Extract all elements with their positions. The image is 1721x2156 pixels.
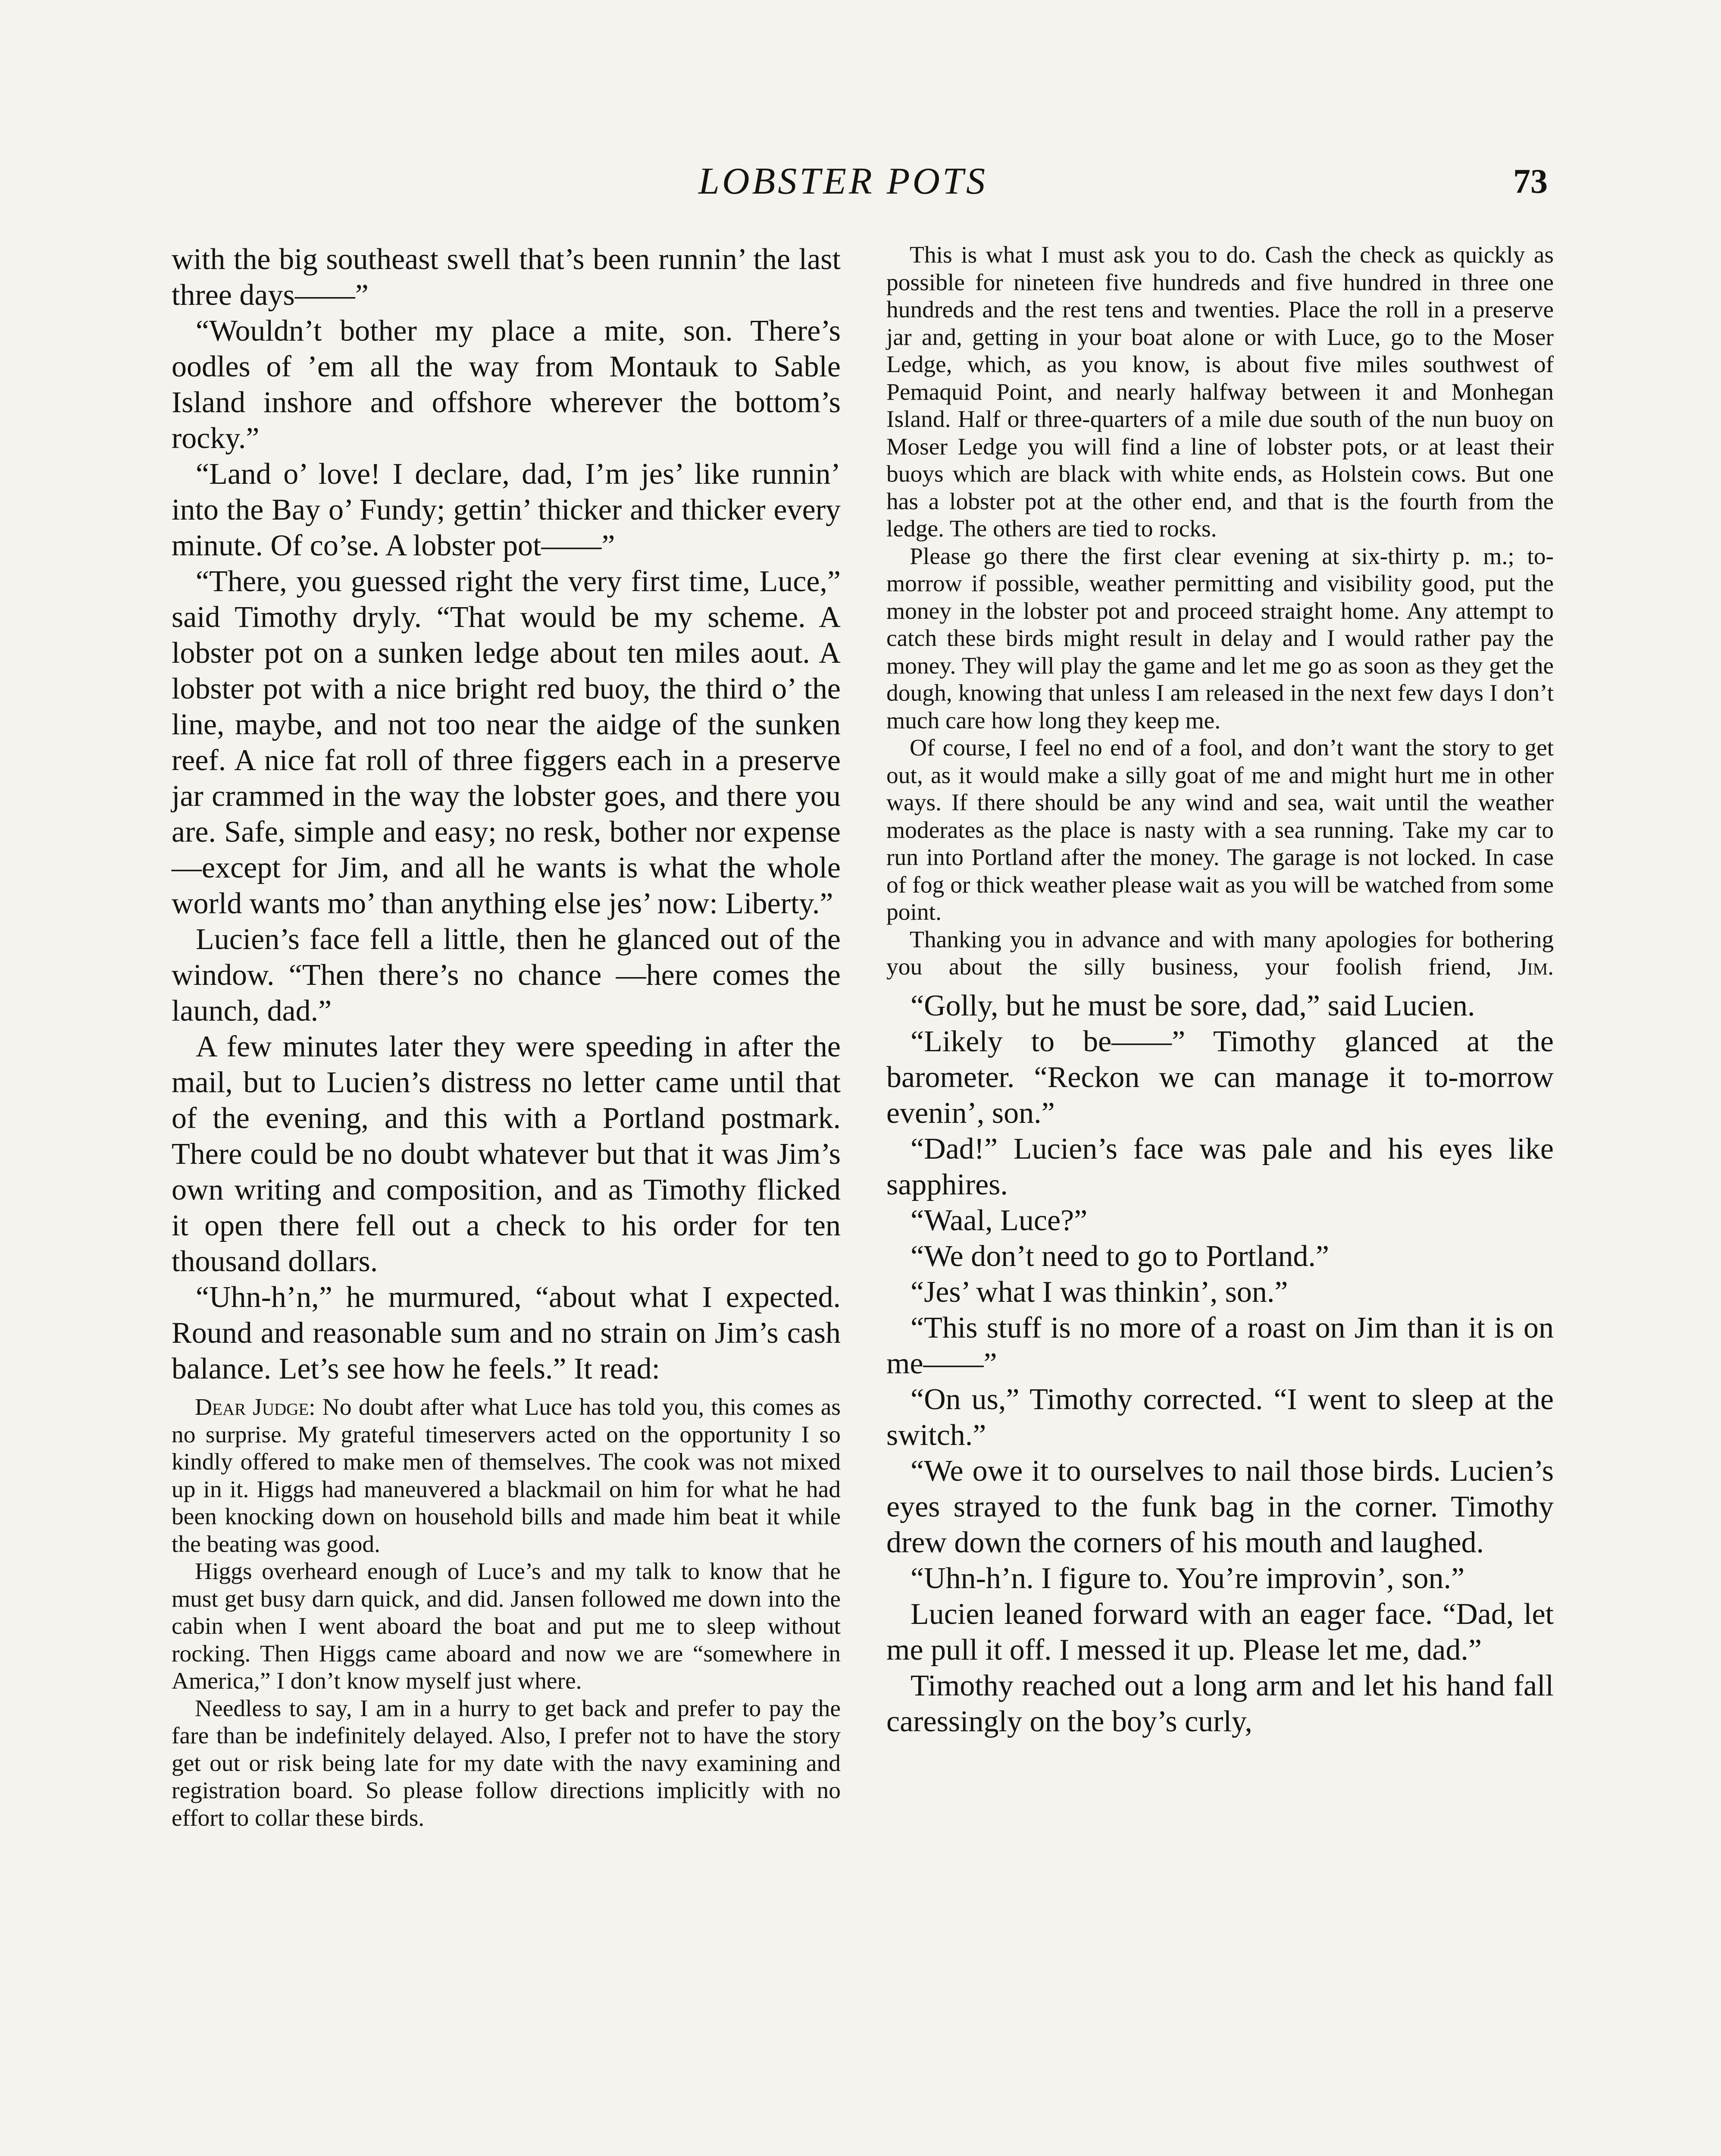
- paragraph-text: “We owe it to ourselves to nail those birds. Lucien’s eyes strayed to the funk bag in the corner. Timothy drew down the corners of his mouth and laughed.: [886, 1454, 1554, 1559]
- paragraph-text: Of course, I feel no end of a fool, and don’t want the story to get out, as it would make a silly goat of me and might hurt me in other ways. If there should be any wind and sea, wait until the weather moderates as the place is nasty with a sea running. Take my car to run into Portland after the money. The garage is not locked. In case of fog or thick weather please wait as you will be watched from some point.: [886, 735, 1554, 925]
- paragraph-text: Lucien’s face fell a little, then he glanced out of the window. “Then there’s no chance —here comes the launch, dad.”: [172, 923, 841, 1028]
- body-paragraph: [172, 456, 841, 564]
- body-paragraph: [886, 1596, 1554, 1668]
- letter-paragraph: [172, 1558, 841, 1695]
- paragraph-text: with the big southeast swell that’s been runnin’ the last three days——”: [172, 243, 841, 312]
- body-paragraph: [886, 1561, 1554, 1596]
- paragraph-text: Please go there the first clear evening at six-thirty p. m.; to-morrow if possible, weather permitting and visibility good, put the money in the lobster pot and proceed straight home. Any attempt to catch these birds might result in delay and I would rather pay the money. They will play the game and let me go as soon as they get the dough, knowing that unless I am released in the next few days I don’t much care how long they keep me.: [886, 543, 1554, 734]
- body-paragraph: [886, 1668, 1554, 1739]
- letter-paragraph: [886, 543, 1554, 735]
- body-paragraph: [886, 1310, 1554, 1382]
- paragraph-text: Needless to say, I am in a hurry to get back and prefer to pay the fare than be indefinitely delayed. Also, I prefer not to have the story get out or risk being late for my date with the navy examining and registration board. So please follow directions implicitly with no effort to collar these birds.: [172, 1695, 841, 1831]
- paragraph-text: No doubt after what Luce has told you, this comes as no surprise. My grateful timeservers acted on the opportunity I so kindly offered to make men of themselves. The cook was not mixed up in it. Higgs had maneuvered a blackmail on him for what he had been knocking down on household bills and made him beat it while the beating was good.: [172, 1394, 841, 1557]
- paragraph-text: “Wouldn’t bother my place a mite, son. There’s oodles of ’em all the way from Montauk to Sable Island inshore and offshore wherever the bottom’s rocky.”: [172, 314, 841, 455]
- paragraph-text: Thanking you in advance and with many apologies for bothering you about the silly business, your foolish friend,: [886, 926, 1554, 980]
- paragraph-text: “Jes’ what I was thinkin’, son.”: [911, 1275, 1288, 1309]
- body-paragraph: [886, 1238, 1554, 1274]
- letter-paragraph: [886, 926, 1554, 981]
- letter-signature: Jim.: [1518, 954, 1554, 980]
- running-title: LOBSTER POTS: [698, 160, 988, 202]
- paragraph-text: A few minutes later they were speeding in after the mail, but to Lucien’s distress no letter came until that of the evening, and this with a Portland postmark. There could be no doubt whatever but that it was Jim’s own writing and composition, and as Timothy flicked it open there fell out a check to his order for ten thousand dollars.: [172, 1030, 841, 1278]
- left-column: [172, 241, 841, 1832]
- paragraph-text: “There, you guessed right the very first time, Luce,” said Timothy dryly. “That would be my scheme. A lobster pot on a sunken ledge about ten miles aout. A lobster pot with a nice bright red buoy, the third o’ the line, maybe, and not too near the aidge of the sunken reef. A nice fat roll of three figgers each in a preserve jar crammed in the way the lobster goes, and there you are. Safe, simple and easy; no resk, bother nor expense—except for Jim, and all he wants is what the whole world wants mo’ than anything else jes’ now: Liberty.”: [172, 565, 841, 920]
- paragraph-text: Higgs overheard enough of Luce’s and my talk to know that he must get busy darn quick, and did. Jansen followed me down into the cabin when I went aboard the boat and put me to sleep without rocking. Then Higgs came aboard and now we are “somewhere in America,” I don’t know myself just where.: [172, 1558, 841, 1694]
- paragraph-text: “On us,” Timothy corrected. “I went to sleep at the switch.”: [886, 1382, 1554, 1452]
- paragraph-text: “Uhn-h’n. I figure to. You’re improvin’, son.”: [911, 1561, 1465, 1595]
- paragraph-text: “Land o’ love! I declare, dad, I’m jes’ like runnin’ into the Bay o’ Fundy; gettin’ thicker and thicker every minute. Of co’se. A lobster pot——”: [172, 458, 841, 562]
- body-paragraph: [172, 313, 841, 456]
- body-paragraph: [172, 1029, 841, 1279]
- paragraph-text: “Golly, but he must be sore, dad,” said Lucien.: [911, 989, 1475, 1022]
- body-paragraph: [886, 1382, 1554, 1453]
- page-header: [0, 160, 1721, 207]
- paragraph-text: “Waal, Luce?”: [911, 1203, 1088, 1237]
- body-paragraph: [172, 241, 841, 313]
- body-paragraph: [886, 1024, 1554, 1131]
- letter-paragraph: [886, 734, 1554, 926]
- paragraph-text: Timothy reached out a long arm and let his hand fall caressingly on the boy’s curly,: [886, 1669, 1554, 1738]
- paragraph-text: “We don’t need to go to Portland.”: [911, 1239, 1329, 1273]
- letter-salutation: Dear Judge:: [195, 1394, 316, 1420]
- body-paragraph: [886, 1274, 1554, 1310]
- body-paragraph: [172, 921, 841, 1029]
- right-column: [886, 241, 1554, 1739]
- paragraph-text: Lucien leaned forward with an eager face. “Dad, let me pull it off. I messed it up. Please let me, dad.”: [886, 1597, 1554, 1667]
- letter-paragraph: [886, 241, 1554, 543]
- body-paragraph: [172, 564, 841, 921]
- body-paragraph: [886, 1203, 1554, 1238]
- body-paragraph: [172, 1279, 841, 1387]
- body-paragraph: [886, 1131, 1554, 1203]
- letter-paragraph: [172, 1394, 841, 1558]
- paragraph-text: “This stuff is no more of a roast on Jim than it is on me——”: [886, 1311, 1554, 1380]
- paragraph-text: “Uhn-h’n,” he murmured, “about what I expected. Round and reasonable sum and no strain on Jim’s cash balance. Let’s see how he feels.” It read:: [172, 1281, 841, 1385]
- paragraph-text: “Dad!” Lucien’s face was pale and his eyes like sapphires.: [886, 1132, 1554, 1201]
- body-paragraph: [886, 1453, 1554, 1561]
- letter-paragraph: [172, 1695, 841, 1832]
- paragraph-text: “Likely to be——” Timothy glanced at the barometer. “Reckon we can manage it to-morrow evenin’, son.”: [886, 1025, 1554, 1130]
- body-paragraph: [886, 988, 1554, 1024]
- page-number: 73: [1513, 163, 1548, 201]
- paragraph-text: This is what I must ask you to do. Cash the check as quickly as possible for nineteen five hundreds and five hundred in three one hundreds and the rest tens and twenties. Place the roll in a preserve jar and, getting in your boat alone or with Luce, go to the Moser Ledge, which, as you know, is about five miles southwest of Pemaquid Point, and nearly halfway between it and Monhegan Island. Half or three-quarters of a mile due south of the nun buoy on Moser Ledge you will find a line of lobster pots, or at least their buoys which are black with white ends, as Holstein cows. But one has a lobster pot at the other end, and that is the fourth from the ledge. The others are tied to rocks.: [886, 242, 1554, 542]
